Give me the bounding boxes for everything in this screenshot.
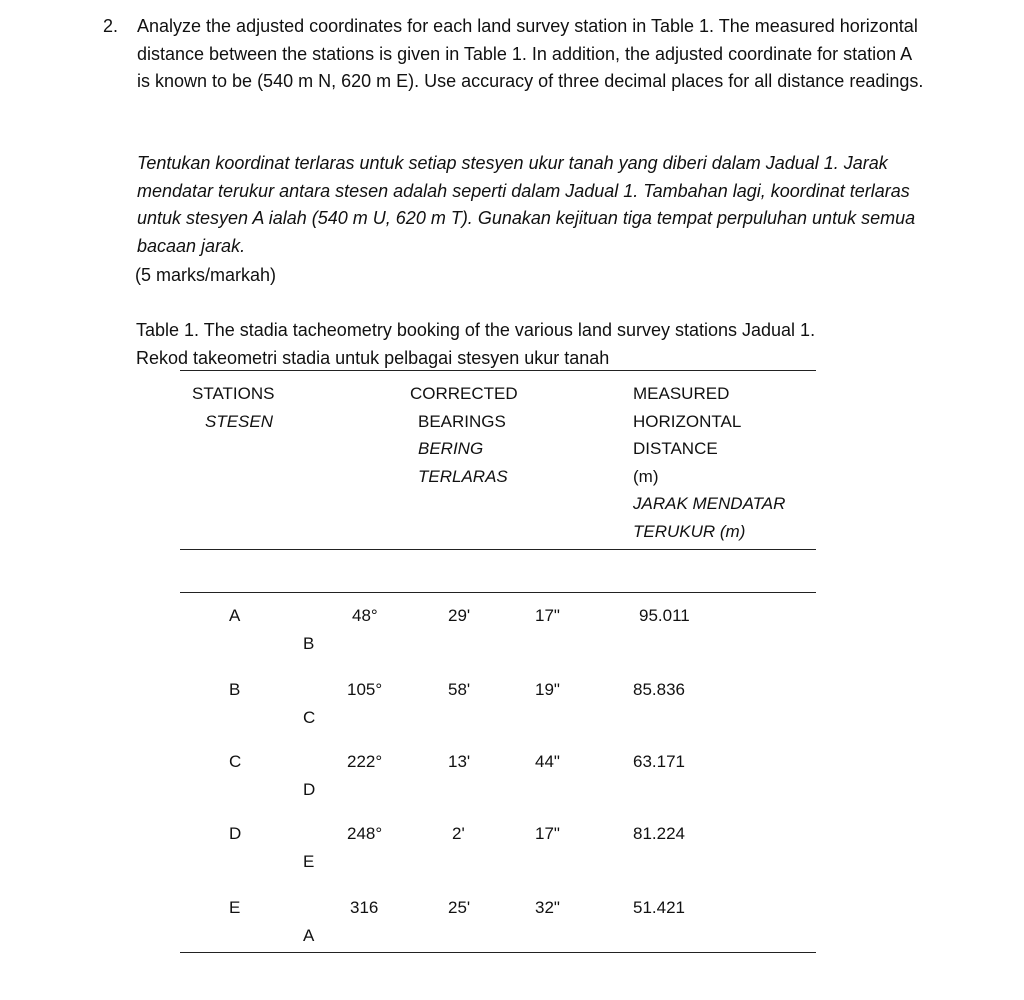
header-distance-ms2: TERUKUR (m): [633, 521, 746, 541]
header-distance-en3: DISTANCE: [633, 439, 718, 458]
header-distance-ms1: JARAK MENDATAR: [633, 494, 786, 513]
table-bottom-rule: [180, 952, 816, 953]
header-bearings: [410, 380, 518, 490]
row-to-station: C: [303, 708, 316, 727]
header-bottom-rule: [180, 549, 816, 550]
table-top-rule: [180, 370, 816, 371]
row-distance: 95.011: [639, 606, 690, 625]
row-bearing-degrees: 248°: [347, 824, 383, 843]
row-bearing-seconds: 32": [535, 898, 560, 917]
row-bearing-seconds: 17": [535, 824, 560, 843]
row-distance: 85.836: [633, 680, 685, 699]
row-to-station: D: [303, 780, 316, 799]
row-bearing-minutes: 25': [448, 898, 471, 917]
row-from-station: E: [229, 898, 241, 917]
question-text-malay: Tentukan koordinat terlaras untuk setiap stesyen ukur tanah yang diberi dalam Jadual 1. Jarak mendatar terukur antara stesen adalah seperti dalam Jadual 1. Tambahan lagi, koordinat terlaras untuk stesyen A ialah (540 m U, 620 m T). Gunakan kejituan tiga tempat perpuluhan untuk semua bacaan jarak.: [137, 153, 916, 256]
row-to-station: B: [303, 634, 315, 653]
header-stations-ms: STESEN: [205, 411, 274, 431]
row-distance: 63.171: [633, 752, 685, 771]
header-stations-en: STATIONS: [192, 384, 275, 403]
row-from-station: A: [229, 606, 241, 625]
row-bearing-seconds: 44": [535, 752, 560, 771]
question-text-english: Analyze the adjusted coordinates for each land survey station in Table 1. The measured horizontal distance between the stations is given in Table 1. In addition, the adjusted coordinate for station A is known to be (540 m N, 620 m E). Use accuracy of three decimal places for all distance readings.: [137, 16, 924, 91]
row-bearing-degrees: 316: [350, 898, 379, 917]
row-bearing-degrees: 48°: [352, 606, 378, 625]
header-bearings-en2: BEARINGS: [418, 411, 506, 431]
row-bearing-minutes: 2': [452, 824, 465, 843]
row-bearing-degrees: 222°: [347, 752, 383, 771]
row-bearing-seconds: 19": [535, 680, 560, 699]
header-distance: [633, 380, 785, 545]
row-to-station: A: [303, 926, 315, 945]
row-distance: 81.224: [633, 824, 685, 843]
row-to-station: E: [303, 852, 315, 871]
header-distance-en4: (m): [633, 466, 659, 486]
row-bearing-minutes: 58': [448, 680, 471, 699]
header-bearings-ms1: BERING: [418, 439, 484, 458]
header-distance-en1: MEASURED: [633, 384, 730, 403]
header-bearings-en1: CORRECTED: [410, 384, 518, 403]
body-top-rule: [180, 592, 816, 593]
header-stations: [192, 380, 275, 435]
question-number: 2.: [103, 16, 119, 36]
row-bearing-degrees: 105°: [347, 680, 383, 699]
header-bearings-ms2: TERLARAS: [418, 466, 508, 486]
row-distance: 51.421: [633, 898, 685, 917]
row-from-station: D: [229, 824, 242, 843]
marks-label: (5 marks/markah): [135, 265, 277, 285]
row-bearing-minutes: 13': [448, 752, 471, 771]
row-bearing-minutes: 29': [448, 606, 471, 625]
row-from-station: C: [229, 752, 242, 771]
row-from-station: B: [229, 680, 241, 699]
row-bearing-seconds: 17": [535, 606, 560, 625]
header-distance-en2: HORIZONTAL: [633, 411, 742, 431]
table-caption: Table 1. The stadia tacheometry booking of the various land survey stations Jadual 1. Rekod takeometri stadia untuk pelbagai stesyen ukur tanah: [136, 320, 816, 368]
